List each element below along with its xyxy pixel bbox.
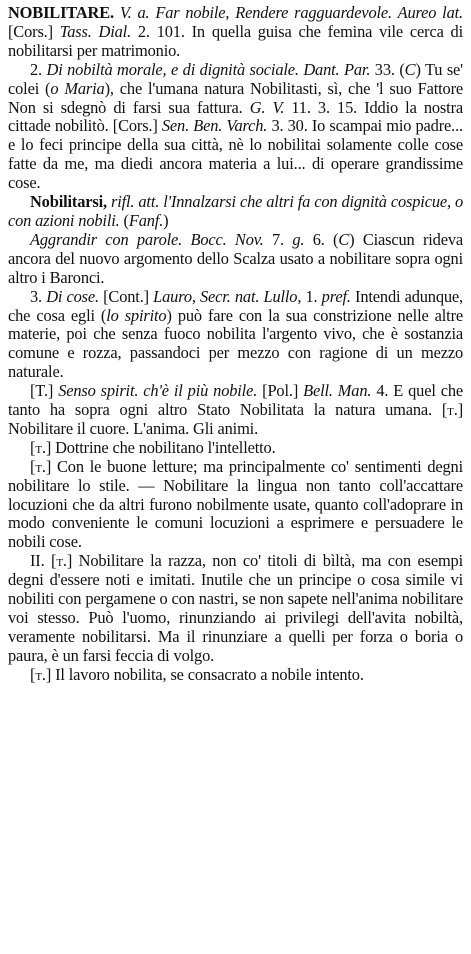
entry-text: 6. (	[304, 229, 339, 249]
italic-text: Aggrandir con parole. Bocc. Nov.	[30, 229, 264, 249]
italic-text: G. V.	[249, 97, 285, 117]
entry-text: ) Tu se' colei (	[8, 59, 463, 98]
entry-text: 3.	[30, 286, 47, 306]
entry-text: t.	[35, 437, 46, 457]
entry-text: 7.	[263, 229, 293, 249]
italic-text: Di cose.	[46, 286, 99, 306]
italic-text: Sen. Ben. Varch.	[161, 116, 268, 136]
entry-text: Intendi adunque, che cosa egli (	[8, 286, 463, 325]
entry-text: ] Con le buone letture; ma principalmente co' sentimenti degni nobilitare lo stile. — Nobilitare la lingua non tanto coll'accattare locuzioni che da altri furono nobilmente usate, quanto coll'adoprare in modo conveniente le comuni locuzioni a esprimere e persuadere le nobili cose.	[8, 456, 463, 552]
italic-text: C	[404, 59, 416, 79]
entry-paragraph	[8, 439, 463, 458]
entry-text: ] Il lavoro nobilita, se consacrato a nobile intento.	[45, 664, 364, 684]
entry-text: 1.	[301, 286, 322, 306]
headword-text: Nobilitarsi,	[30, 192, 107, 212]
entry-text: [	[30, 664, 36, 684]
italic-text: o Maria	[50, 78, 105, 98]
italic-text: Lauro, Secr. nat. Lullo,	[153, 286, 302, 306]
entry-paragraph	[8, 193, 463, 231]
entry-text: 2.	[30, 59, 47, 79]
entry-paragraph	[8, 458, 463, 553]
italic-text: lo spirito	[106, 305, 167, 325]
entry-text: (	[119, 210, 129, 230]
entry-text: [Cors.]	[8, 21, 60, 41]
italic-text: g.	[292, 229, 305, 249]
entry-text: ] Nobilitare il cuore. L'anima. Gli animi.	[8, 400, 463, 438]
entry-text: ) può fare con la sua constrizione nelle altre materie, poi che senza fuoco nobilita l'argento vivo, che è sostanzia comune e rozza, passandoci per mezzo con ragione di un mezzo naturale.	[8, 305, 463, 382]
italic-text: Tass. Dial.	[59, 21, 132, 41]
entry-text: )	[163, 210, 169, 230]
italic-text: Senso spirit. ch'è il più nobile.	[58, 381, 258, 401]
entry-text: ] Dottrine che nobilitano l'intelletto.	[45, 437, 276, 457]
entry-paragraph	[8, 666, 463, 685]
italic-text: Bell. Man.	[303, 381, 372, 401]
entry-paragraph	[8, 382, 463, 439]
entry-text: [	[30, 437, 36, 457]
italic-text: Di nobiltà morale, e di dignità sociale. Dant. Par.	[46, 59, 371, 79]
entry-text: ), che l'umana natura Nobilitasti, sì, che 'l suo Fattore Non si sdegnò di farsi sua fattura.	[8, 78, 464, 117]
entry-paragraph	[8, 4, 463, 61]
entry-text: t.	[447, 400, 458, 420]
entry-text: 4. E quel che tanto ha sopra ogni altro Stato Nobilitata la natura umana. [	[8, 381, 464, 420]
entry-text: [T.]	[30, 381, 59, 401]
italic-text: rifl. att. l'Innalzarsi che altri fa con dignità cospicue, o con azioni nobili.	[8, 192, 463, 230]
entry-text: ] Nobilitare la razza, non co' titoli di bìltà, ma con esempi degni d'essere noti e imitati. Inutile che un principe o cosa simile vi nobiliti con pergamene o con nastri, se non sapete nell'anima nobilitare voi stesso. Può l'uomo, rinunziando ai privilegi dell'avita nobiltà, veramente nobilitarsi. Ma il rinunziare a quelli per forza o boria o paura, è un farsi feccia di volgo.	[8, 551, 463, 665]
entry-text: 3. 30. Io scampai mio padre... e lo feci principe della sua città, nè lo nobilitai solamente colle cose fatte da me, ma diedi ancora materia a lui... di operare grandissime cose.	[8, 116, 463, 193]
italic-text: V. a. Far nobile, Rendere ragguardevole. Aureo lat.	[119, 3, 463, 22]
entry-text: [Pol.]	[257, 381, 304, 401]
entry-text: [	[30, 456, 36, 476]
entry-text: 33. (	[370, 59, 405, 79]
entry-text: t.	[35, 664, 46, 684]
entry-text: 11. 3. 15. Iddio la nostra cittade nobilitò. [Cors.]	[8, 97, 463, 136]
dictionary-entry-nobilitare	[8, 4, 463, 685]
entry-paragraph	[8, 552, 463, 665]
entry-text: t.	[35, 456, 46, 476]
italic-text: C	[338, 229, 350, 249]
entry-text: [Cont.]	[98, 286, 154, 306]
entry-text: t.	[56, 551, 67, 571]
italic-text: Fanf.	[128, 210, 164, 230]
headword-text: NOBILITARE.	[8, 3, 114, 22]
entry-text: 2. 101. In quella guisa che femina vile cerca di nobilitarsi per matrimonio.	[8, 21, 463, 60]
entry-text: II. [	[30, 551, 57, 571]
entry-text: ) Ciascun rideva ancora del nuovo argomento dello Scalza usato a nobilitare sopra ogni altro i Baronci.	[8, 229, 464, 287]
entry-paragraph	[8, 61, 463, 193]
entry-paragraph	[8, 288, 463, 383]
entry-paragraph	[8, 231, 463, 288]
italic-text: pref.	[321, 286, 351, 306]
